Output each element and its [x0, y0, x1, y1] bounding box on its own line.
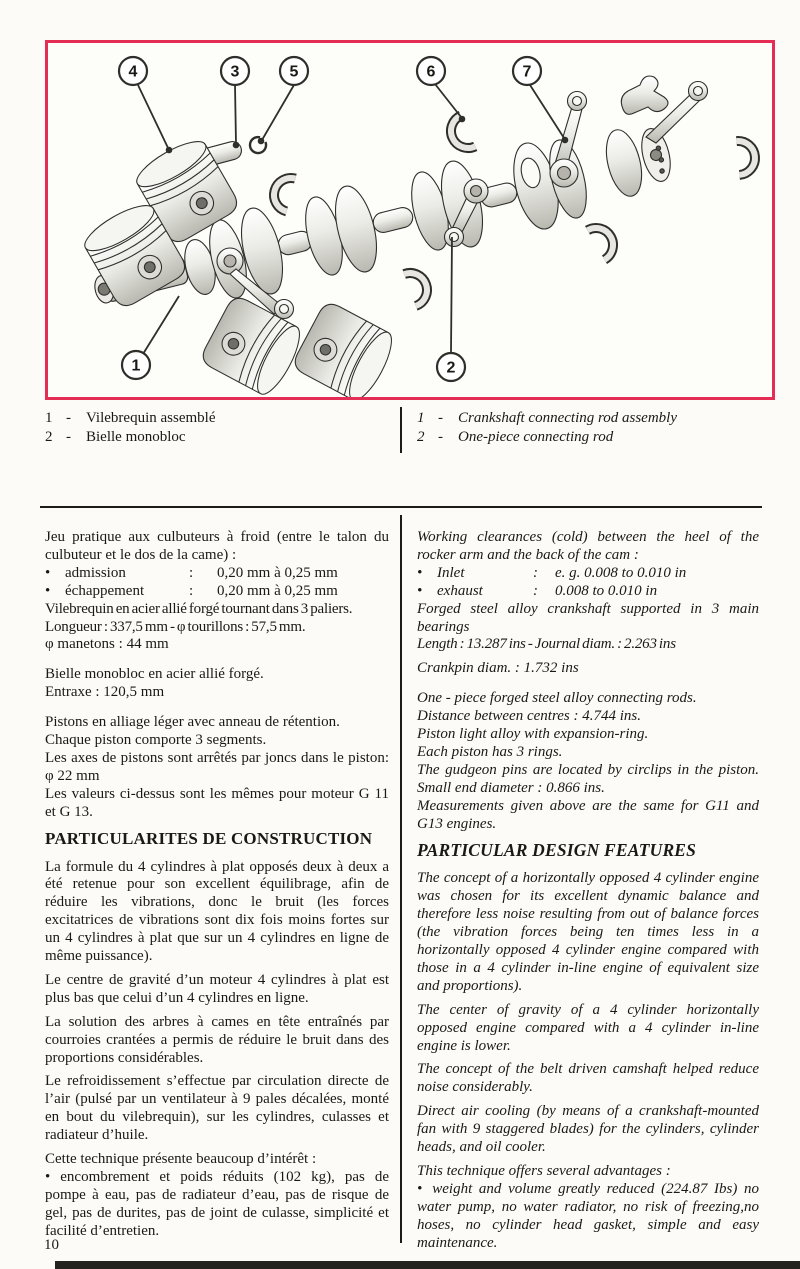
- rod-spec-en: One - piece forged steel alloy connecting rods.: [417, 690, 697, 707]
- piston-spec-fr: Les valeurs ci-dessus sont les mêmes pour moteur G 11 et G 13.: [45, 785, 389, 820]
- legend-item: [45, 409, 215, 428]
- piston-spec-en: The gudgeon pins are located by circlips in the piston. Small end diameter : 0.866 ins.: [417, 761, 759, 796]
- legend-french: [45, 409, 215, 447]
- rod-spec-fr: Entraxe : 120,5 mm: [45, 684, 165, 701]
- column-divider: [400, 515, 402, 1243]
- piston-spec-fr: Chaque piston comporte 3 segments.: [45, 732, 267, 749]
- bullet-icon: •: [417, 1180, 423, 1197]
- callout-3: 3: [230, 63, 240, 81]
- crankshaft-spec-fr: φ manetons : 44 mm: [45, 636, 169, 653]
- legend-divider: [400, 407, 402, 453]
- connecting-rod-rear: [621, 76, 707, 143]
- crankshaft-spec-en: Crankpin diam. : 1.732 ins: [417, 660, 579, 677]
- legend-item: [417, 409, 677, 428]
- page-number: 10: [44, 1237, 59, 1253]
- paragraph-en: The concept of a horizontally opposed 4 cylinder engine was chosen for its excellent dynamic balance and therefore less noise resulting from out of balance forces (the vibration forces being ten times less in a horizontally opposed 4 cylinder engine compared with those in a 4 cylinder in-line engine of equivalent size and proportions).: [417, 870, 759, 994]
- horizontal-rule: [40, 506, 762, 508]
- clearances-intro-fr: Jeu pratique aux culbuteurs à froid (entre le talon du culbuteur et le dos de la came) :: [45, 529, 389, 563]
- piston-spec-fr: Pistons en alliage léger avec anneau de rétention.: [45, 714, 340, 731]
- legend-number: 1: [45, 410, 53, 426]
- callout-6: 6: [426, 63, 436, 81]
- legend-dash: -: [438, 410, 443, 426]
- section-heading-en: PARTICULAR DESIGN FEATURES: [417, 839, 697, 860]
- paragraph-en: This technique offers several advantages :: [417, 1163, 671, 1179]
- piston: [291, 300, 400, 397]
- paragraph-fr: Le centre de gravité d’un moteur 4 cylindres à plat est plus bas que celui d’un 4 cylindres en ligne.: [45, 971, 389, 1006]
- crankshaft-webs: [203, 126, 675, 302]
- bullet-icon: •: [45, 564, 51, 581]
- legend-number: 2: [45, 429, 53, 445]
- paragraph-fr: Cette technique présente beaucoup d’intérêt :: [45, 1151, 317, 1168]
- paragraph-en: Direct air cooling (by means of a crankshaft-mounted fan with 9 staggered blades) for the cylinders, cylinder heads, and oil cooler.: [417, 1103, 759, 1156]
- figure-box: [45, 40, 775, 400]
- bullet-icon: •: [45, 1169, 51, 1185]
- bullet-icon: •: [417, 582, 423, 599]
- bearing-shell: [737, 140, 757, 175]
- rod-spec-fr: Bielle monobloc en acier allié forgé.: [45, 666, 264, 683]
- piston-spec-fr: Les axes de pistons sont arrêtés par joncs dans le piston: φ 22 mm: [45, 749, 389, 784]
- piston-spec-en: Piston light alloy with expansion-ring.: [417, 726, 649, 743]
- crankshaft-spec-en: Length : 13.287 ins - Journal diam. : 2.263 ins: [417, 636, 676, 653]
- section-heading-fr: PARTICULARITES DE CONSTRUCTION: [45, 828, 373, 848]
- legend-dash: -: [66, 429, 71, 445]
- scan-edge-strip: [55, 1261, 800, 1269]
- english-column: [417, 529, 759, 1253]
- spec-row-inlet: • Inlet : e. g. 0.008 to 0.010 in: [417, 564, 687, 581]
- bullet-icon: •: [417, 564, 423, 581]
- spec-row-admission: • admission : 0,20 mm à 0,25 mm: [45, 564, 338, 581]
- bearing-shell: [588, 222, 620, 260]
- callout-1: 1: [131, 357, 141, 375]
- clearances-intro-en: Working clearances (cold) between the heel of the rocker arm and the back of the cam :: [417, 529, 759, 563]
- paragraph-en: The center of gravity of a 4 cylinder horizontally opposed engine compared with a 4 cylinder in-line engine is lower.: [417, 1001, 759, 1054]
- legend-label: Vilebrequin assemblé: [86, 410, 216, 426]
- crankshaft-illustration: [48, 43, 772, 397]
- french-column: [45, 529, 389, 1241]
- spec-row-exhaust: • exhaust : 0.008 to 0.010 in: [417, 582, 658, 599]
- legend-item: [417, 428, 677, 447]
- bearing-shell: [270, 174, 295, 211]
- legend-number: 1: [417, 410, 425, 426]
- figure-legend: [45, 409, 767, 455]
- advantages-fr: • encombrement et poids réduits (102 kg), pas de pompe à eau, pas de radiateur d’eau, pas de risque de gel, pas de durites, pas de joint de culasse, simplicité et facilité d’entretien.: [45, 1169, 389, 1239]
- legend-label: Bielle monobloc: [86, 429, 186, 445]
- rod-spec-en: Distance between centres : 4.744 ins.: [417, 708, 641, 725]
- legend-item: [45, 428, 215, 447]
- bullet-icon: •: [45, 582, 51, 599]
- crankshaft-spec-en: Forged steel alloy crankshaft supported in 3 main bearings: [417, 600, 759, 635]
- spec-row-echappement: • échappement : 0,20 mm à 0,25 mm: [45, 582, 338, 599]
- advantages-en: • weight and volume greatly reduced (224.87 Ibs) no water pump, no water radiator, no risk of freezing,no hoses, no cylinder head gasket, simple and easy maintenance.: [417, 1180, 759, 1251]
- piston-spec-en: Measurements given above are the same for G11 and G13 engines.: [417, 797, 759, 832]
- paragraph-fr: La formule du 4 cylindres à plat opposés deux à deux a été retenue pour son excellent équilibrage, afin de réduire les vibrations, donc le bruit (les forces excitatrices de vibrations sont dix fois moins fortes sur un 4 cylindres à plat que sur un 4 cylindres en ligne de même puissance).: [45, 858, 389, 965]
- callout-5: 5: [289, 63, 299, 81]
- legend-dash: -: [438, 429, 443, 445]
- bearing-shell: [404, 268, 432, 306]
- callout-7: 7: [522, 63, 532, 81]
- crankshaft-spec-fr: Longueur : 337,5 mm - φ tourillons : 57,5 mm.: [45, 618, 306, 635]
- legend-label: Crankshaft connecting rod assembly: [458, 410, 678, 426]
- paragraph-fr: La solution des arbres à cames en tête entraînés par courroies crantées a permis de réduire le bruit dans des proportions considérables.: [45, 1013, 389, 1066]
- paragraph-en: The concept of the belt driven camshaft helped reduce noise considerably.: [417, 1061, 759, 1096]
- legend-label: One-piece connecting rod: [458, 429, 614, 445]
- piston-spec-en: Each piston has 3 rings.: [417, 743, 563, 760]
- paragraph-fr: Le refroidissement s’effectue par circulation directe de l’air (pulsé par un ventilateur à 9 pales décalées, monté en bout du vilebrequin), sur les cylindres, culasses et radiateur d’huile.: [45, 1073, 389, 1144]
- legend-dash: -: [66, 410, 71, 426]
- callout-2: 2: [446, 359, 456, 377]
- crankshaft-spec-fr: Vilebrequin en acier allié forgé tournant dans 3 paliers.: [45, 600, 353, 617]
- legend-number: 2: [417, 429, 425, 445]
- callout-4: 4: [128, 63, 138, 81]
- legend-english: [417, 409, 677, 447]
